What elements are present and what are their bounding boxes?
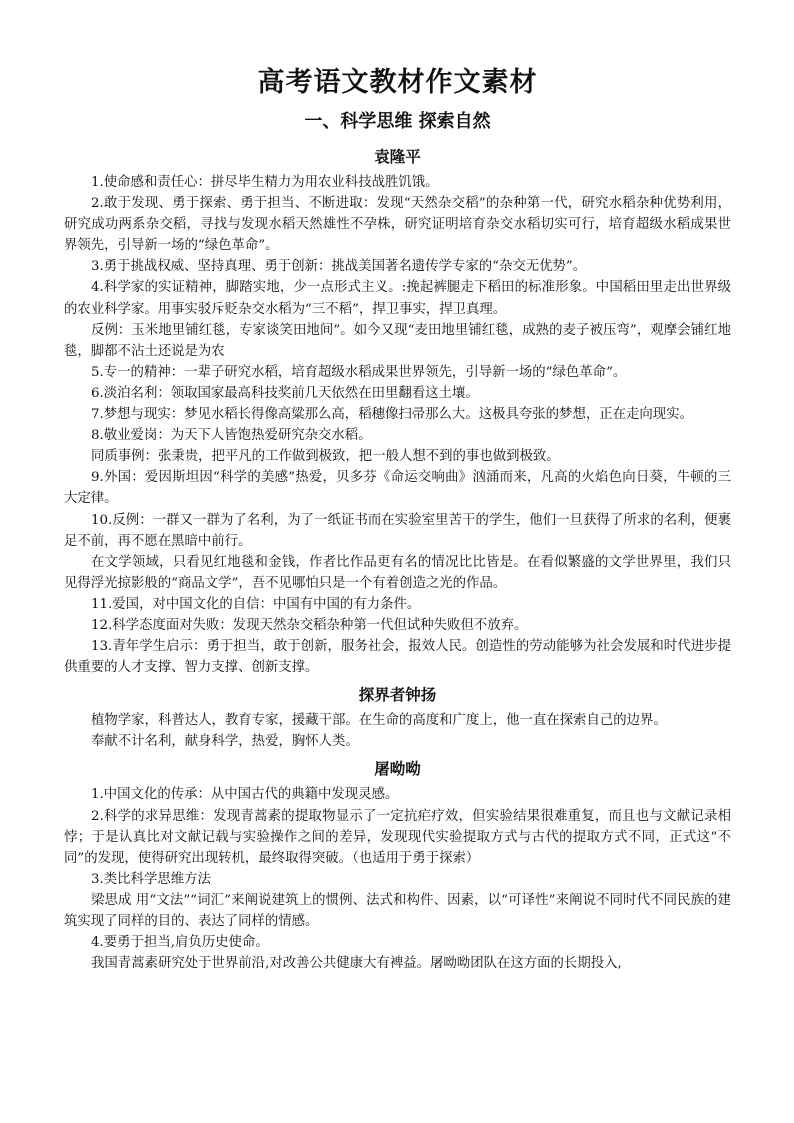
paragraph: 1.使命感和责任心：拼尽毕生精力为用农业科技战胜饥饿。: [91, 175, 439, 190]
paragraph: 5.专一的精神：一辈子研究水稻，培育超级水稻成果世界领先，引导新一场的“绿色革命”。: [91, 364, 627, 380]
person-heading: 探界者钟扬: [358, 686, 437, 705]
paragraph: 4.科学家的实证精神，脚踏实地，少一点形式主义。:挽起裤腿走下稻田的标准形象。中国稻田里走出世界级的农业科学家。用事实驳斥贬杂交水稻为“三不稻”，捍卫事实，捍卫真理。: [64, 280, 731, 317]
paragraph: 11.爱国，对中国文化的自信：中国有中国的有力条件。: [91, 596, 421, 612]
paragraph: 6.淡泊名利：领取国家最高科技奖前几天依然在田里翻看这土壤。: [91, 385, 479, 401]
paragraph: 反例：玉米地里铺红毯，专家谈笑田地间”。如今又现“麦田地里铺红毯，成熟的麦子被压弯”，观摩会铺红地毯，脚都不沾土还说是为农: [64, 322, 731, 359]
paragraph: 我国青蒿素研究处于世界前沿,对改善公共健康大有裨益。屠呦呦团队在这方面的长期投入,: [91, 956, 622, 972]
paragraph: 13.青年学生启示：勇于担当，敢于创新，服务社会，报效人民。创造性的劳动能够为社会发展和时代进步提供重要的人才支撑、智力支撑、创新支撑。: [64, 639, 731, 676]
paragraph: 奉献不计名利，献身科学，热爱，胸怀人类。: [91, 734, 359, 750]
person-section-tu-youyou: [64, 758, 731, 974]
paragraph: 4.要勇于担当,肩负历史使命。: [91, 935, 269, 951]
paragraph: 3.勇于挑战权威、坚持真理、勇于创新：挑战美国著名遗传学专家的“杂交无优势”。: [91, 259, 587, 275]
paragraph: 10.反例：一群又一群为了名利，为了一纸证书而在实验室里苦干的学生，他们一旦获得了所求的名利，便裹足不前，再不愿在黑暗中前行。: [64, 512, 731, 549]
paragraph: 8.敬业爱岗：为天下人皆饱热爱研究杂交水稻。: [91, 428, 372, 444]
paragraph: 2.敢于发现、勇于探索、勇于担当、不断进取：发现“天然杂交稻”的杂种第一代，研究水稻杂种优势利用，研究成功两系杂交稻，寻找与发现水稻天然雄性不孕株，研究证明培育杂交水稻切实可行，培育超级水稻成果世界领先，引导新一场的“绿色革命”。: [64, 196, 731, 254]
paragraph: 梁思成 用“文法”“词汇”来阐说建筑上的惯例、法式和构件、因素，以“可译性”来阐说不同时代不同民族的建筑实现了同样的目的、表达了同样的情感。: [64, 892, 731, 929]
paragraph: 3.类比科学思维方法: [91, 871, 211, 887]
person-section-zhong-yang: [64, 684, 731, 752]
person-heading: 袁隆平: [374, 148, 421, 166]
paragraph: 1.中国文化的传承：从中国古代的典籍中发现灵感。: [91, 787, 399, 803]
person-heading: 屠呦呦: [374, 760, 421, 779]
paragraph: 同质事例：张秉贵，把平凡的工作做到极致，把一般人想不到的事也做到极致。: [91, 449, 560, 465]
person-section-yuan-longping: [64, 146, 731, 678]
paragraph: 12.科学态度面对失败：发现天然杂交稻杂种第一代但试种失败但不放弃。: [91, 617, 528, 633]
document-title: 高考语文教材作文素材: [257, 67, 538, 98]
paragraph: 7.梦想与现实：梦见水稻长得像高粱那么高，稻穗像扫帚那么大。这极具夸张的梦想，正在走向现实。: [91, 407, 693, 423]
paragraph: 在文学领域，只看见红地毯和金钱，作者比作品更有名的情况比比皆是。在看似繁盛的文学世界里，我们只见得浮光掠影般的“商品文学”，吾不见哪怕只是一个有着创造之光的作品。: [64, 554, 731, 591]
paragraph: 9.外国：爱因斯坦因“科学的美感”热爱，贝多芬《命运交响曲》汹涌而来，凡高的火焰色向日葵，牛顿的三大定律。: [64, 470, 731, 507]
paragraph: 植物学家，科普达人，教育专家，援藏干部。在生命的高度和广度上，他一直在探索自己的边界。: [91, 713, 667, 729]
section-title: 一、科学思维 探索自然: [304, 111, 491, 132]
paragraph: 2.科学的求异思维：发现青蒿素的提取物显示了一定抗疟疗效，但实验结果很难重复，而且也与文献记录相悖；于是认真比对文献记载与实验操作之间的差异，发现现代实验提取方式与古代的提取方式不同，正式这“不同”的发现，使得研究出现转机，最终取得突破。（也适用于勇于探索）: [64, 808, 731, 866]
